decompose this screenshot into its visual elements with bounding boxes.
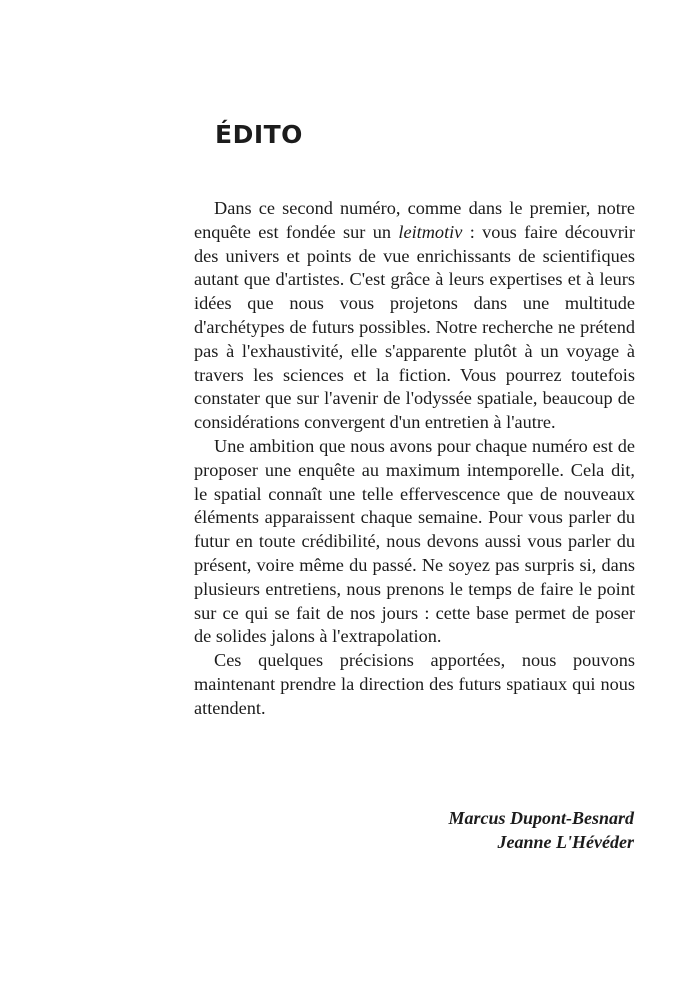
paragraph-3: Ces quelques précisions apportées, nous pouvons maintenant prendre la direction des futurs spatiaux qui nous attendent. bbox=[194, 650, 635, 718]
paragraph-1-text-after: : vous faire découvrir des univers et points de vue enrichissants de scientifiques autant que d'artistes. C'est grâce à leurs expertises et à leurs idées que nous vous projetons dans une multitude d'archétypes de futurs possibles. Notre recherche ne prétend pas à l'exhaustivité, elle s'apparente plutôt à un voyage à travers les sciences et la fiction. Vous pourrez toutefois constater que sur l'avenir de l'odyssée spatiale, beaucoup de considérations convergent d'un entretien à l'autre. bbox=[194, 221, 635, 433]
paragraph-2: Une ambition que nous avons pour chaque numéro est de proposer une enquête au maximum intemporelle. Cela dit, le spatial connaît une telle effervescence que de nouveaux éléments apparaissent chaque semaine. Pour vous parler du futur en toute crédibilité, nous devons aussi vous parler du présent, voire même du passé. Ne soyez pas surpris si, dans plusieurs entretiens, nous prenons le temps de faire le point sur ce qui se fait de nos jours : cette base permet de poser de solides jalons à l'extrapolation. bbox=[194, 435, 635, 647]
signature-author-2: Jeanne L'Hévéder bbox=[497, 832, 634, 852]
editorial-body bbox=[194, 197, 635, 721]
signature-block bbox=[448, 806, 634, 854]
paragraph-1 bbox=[194, 197, 635, 435]
signature-author-1: Marcus Dupont-Besnard bbox=[448, 808, 634, 828]
paragraph-1-text-before: Dans ce second numéro, comme dans le premier, notre enquête est fondée sur un bbox=[194, 198, 635, 242]
paragraph-1-emphasis: leitmotiv bbox=[398, 221, 463, 242]
page-title: ÉDITO bbox=[215, 120, 303, 149]
